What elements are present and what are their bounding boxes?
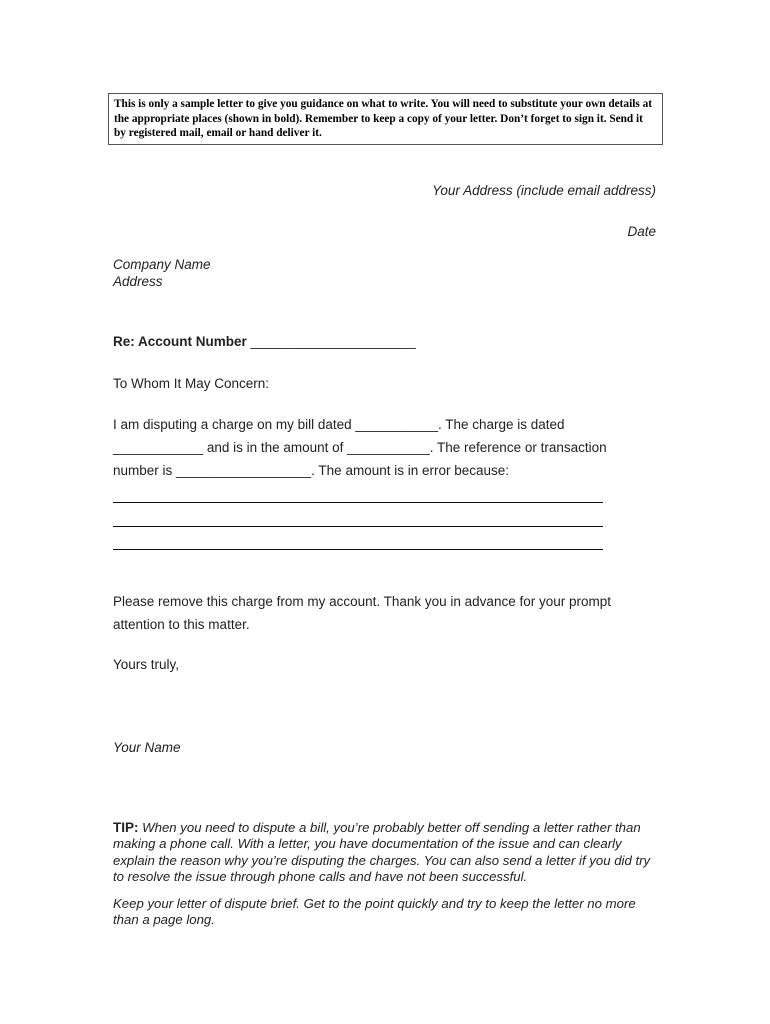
recipient-address: Address xyxy=(113,273,163,289)
re-line-blank: ______________________ xyxy=(250,334,416,349)
reason-line xyxy=(113,502,603,503)
re-line xyxy=(113,330,416,353)
closing: Yours truly, xyxy=(113,657,180,672)
request-paragraph-line: attention to this matter. xyxy=(113,617,250,632)
recipient-company-name: Company Name xyxy=(113,257,211,272)
reason-line xyxy=(113,526,603,527)
dispute-paragraph-line: I am disputing a charge on my bill dated ___________. The charge is dated xyxy=(113,417,565,432)
request-paragraph-line: Please remove this charge from my account. Thank you in advance for your prompt xyxy=(113,594,611,609)
dispute-paragraph-line: number is __________________. The amount is in error because: xyxy=(113,463,510,478)
recipient-block xyxy=(113,257,211,290)
request-paragraph xyxy=(113,590,611,636)
dispute-paragraph xyxy=(113,413,607,482)
tip-paragraph-2: Keep your letter of dispute brief. Get to the point quickly and try to keep the letter no more than a page long. xyxy=(113,896,636,928)
reason-line xyxy=(113,549,603,550)
signature-name: Your Name xyxy=(113,740,181,755)
tip-label: TIP: xyxy=(113,820,139,835)
sender-address: Your Address (include email address) xyxy=(432,183,656,198)
tip-text: When you need to dispute a bill, you’re probably better off sending a letter rather than making a phone call. With a letter, you have documentation of the issue and can clearly explain the reason why you’re disputing the charges. You can also send a letter if you did try to resolve the issue through phone calls and have not been successful. xyxy=(113,820,651,884)
dispute-paragraph-line: ____________ and is in the amount of ___________. The reference or transaction xyxy=(113,440,607,455)
salutation: To Whom It May Concern: xyxy=(113,376,270,391)
sample-letter-notice: This is only a sample letter to give you guidance on what to write. You will need to substitute your own details at the appropriate places (shown in bold). Remember to keep a copy of your letter. Don’t forget to sign it. Send it by registered mail, email or hand deliver it. xyxy=(108,93,663,145)
letter-date: Date xyxy=(627,224,656,239)
tip-paragraph xyxy=(113,820,661,885)
re-line-label: Re: Account Number xyxy=(113,334,247,349)
